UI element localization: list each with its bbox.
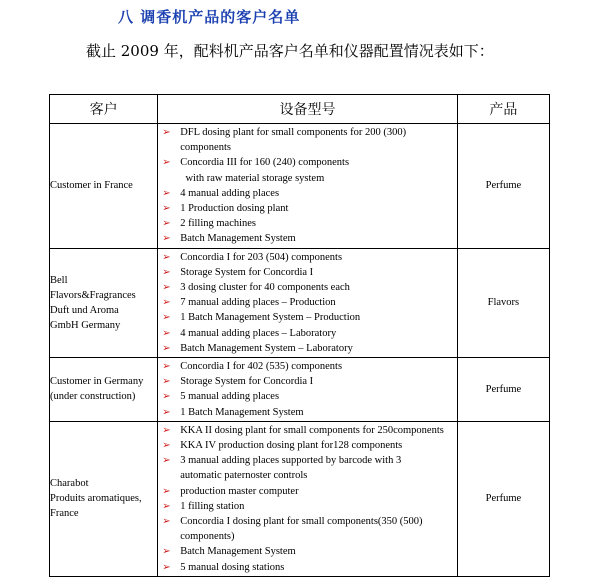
equipment-item-line: 7 manual adding places – Production — [180, 297, 336, 309]
table-row — [50, 248, 550, 357]
product-cell: Perfume — [457, 421, 549, 576]
equipment-item — [160, 453, 457, 483]
arrow-bullet-icon: ➢ — [162, 266, 171, 278]
equipment-cell — [158, 124, 458, 249]
equipment-list — [158, 124, 457, 248]
client-cell — [50, 124, 158, 249]
client-name-line: Produits aromatiques, — [50, 493, 142, 505]
equipment-item — [160, 341, 457, 356]
equipment-item — [160, 374, 457, 389]
table-row — [50, 358, 550, 422]
arrow-bullet-icon: ➢ — [162, 485, 171, 497]
table-row — [50, 421, 550, 576]
arrow-bullet-icon: ➢ — [162, 500, 171, 512]
equipment-item — [160, 280, 457, 295]
equipment-item-line: Batch Management System – Laboratory — [180, 342, 353, 354]
arrow-bullet-icon: ➢ — [162, 233, 171, 245]
equipment-item — [160, 389, 457, 404]
equipment-item-line: 5 manual dosing stations — [180, 561, 285, 573]
client-name-line: (under construction) — [50, 391, 136, 403]
equipment-item-line: components — [180, 142, 231, 154]
client-cell — [50, 358, 158, 422]
equipment-list — [158, 358, 457, 421]
equipment-item-line: DFL dosing plant for small components for 200 (300) — [180, 127, 407, 138]
arrow-bullet-icon: ➢ — [162, 561, 171, 573]
arrow-bullet-icon: ➢ — [162, 127, 171, 138]
client-name-line: Duft und Aroma — [50, 304, 119, 316]
equipment-item — [160, 186, 457, 201]
table-row — [50, 124, 550, 249]
equipment-item — [160, 231, 457, 246]
equipment-item — [160, 295, 457, 310]
equipment-item — [160, 405, 457, 420]
equipment-item-line: 3 dosing cluster for 40 components each — [180, 282, 350, 294]
table-header-row — [50, 95, 550, 124]
equipment-item-line: 4 manual adding places – Laboratory — [180, 327, 337, 339]
arrow-bullet-icon: ➢ — [162, 342, 171, 354]
equipment-item — [160, 216, 457, 231]
arrow-bullet-icon: ➢ — [162, 516, 171, 528]
product-cell: Perfume — [457, 358, 549, 422]
equipment-item-line: Concordia I for 402 (535) components — [180, 361, 343, 373]
arrow-bullet-icon: ➢ — [162, 455, 171, 467]
client-cell — [50, 248, 158, 357]
equipment-cell — [158, 421, 458, 576]
equipment-item-line: Concordia I dosing plant for small components(350 (500) — [180, 516, 423, 528]
header-equipment: 设备型号 — [158, 95, 458, 124]
equipment-item-line: 1 filling station — [180, 500, 245, 512]
equipment-item-line: 2 filling machines — [180, 218, 257, 230]
equipment-item-line: Storage System for Concordia I — [180, 376, 314, 388]
arrow-bullet-icon: ➢ — [162, 218, 171, 230]
arrow-bullet-icon: ➢ — [162, 440, 171, 452]
arrow-bullet-icon: ➢ — [162, 406, 171, 418]
equipment-item — [160, 560, 457, 575]
client-name-line: GmbH Germany — [50, 319, 121, 331]
equipment-item-line: Batch Management System — [180, 546, 296, 558]
client-name-line: Charabot — [50, 478, 89, 490]
equipment-cell — [158, 358, 458, 422]
header-product: 产品 — [457, 95, 549, 124]
equipment-item-line: KKA II dosing plant for small components for 250components — [180, 424, 444, 436]
table-body — [50, 124, 550, 577]
intro-text: 截止 2009 年，配料机产品客户名单和仪器配置情况表如下： — [86, 42, 494, 60]
arrow-bullet-icon: ➢ — [162, 157, 171, 169]
equipment-item — [160, 499, 457, 514]
header-client: 客户 — [50, 95, 158, 124]
arrow-bullet-icon: ➢ — [162, 424, 171, 436]
equipment-item — [160, 201, 457, 216]
equipment-item — [160, 125, 457, 155]
client-name-line: Bell — [50, 274, 68, 286]
equipment-item-line: 5 manual adding places — [180, 391, 280, 403]
arrow-bullet-icon: ➢ — [162, 391, 171, 403]
equipment-list — [158, 422, 457, 576]
product-cell: Flavors — [457, 248, 549, 357]
client-cell — [50, 421, 158, 576]
equipment-list — [158, 249, 457, 357]
arrow-bullet-icon: ➢ — [162, 187, 171, 199]
equipment-item-line: components) — [180, 531, 235, 543]
equipment-item — [160, 265, 457, 280]
arrow-bullet-icon: ➢ — [162, 361, 171, 373]
equipment-item — [160, 438, 457, 453]
equipment-item — [160, 250, 457, 265]
arrow-bullet-icon: ➢ — [162, 251, 171, 263]
equipment-item-line: automatic paternoster controls — [180, 470, 308, 482]
arrow-bullet-icon: ➢ — [162, 327, 171, 339]
equipment-item — [160, 155, 457, 185]
equipment-item — [160, 484, 457, 499]
client-name-line: Customer in Germany — [50, 376, 144, 388]
equipment-item-line: Concordia III for 160 (240) components — [180, 157, 350, 169]
equipment-item-line: 1 Batch Management System — [180, 406, 304, 418]
arrow-bullet-icon: ➢ — [162, 203, 171, 215]
arrow-bullet-icon: ➢ — [162, 376, 171, 388]
equipment-item — [160, 359, 457, 374]
equipment-item-line: Storage System for Concordia I — [180, 266, 314, 278]
client-name-line: Customer in France — [50, 180, 133, 192]
client-name-line: Flavors&Fragrances — [50, 289, 136, 301]
arrow-bullet-icon: ➢ — [162, 546, 171, 558]
client-table — [49, 94, 550, 577]
arrow-bullet-icon: ➢ — [162, 297, 171, 309]
equipment-item-line: 1 Production dosing plant — [180, 203, 289, 215]
equipment-item-line: KKA IV production dosing plant for128 components — [180, 440, 403, 452]
section-heading: 八 调香机产品的客户名单 — [118, 8, 301, 26]
equipment-item — [160, 326, 457, 341]
equipment-item — [160, 310, 457, 325]
equipment-item-line: production master computer — [180, 485, 299, 497]
equipment-item — [160, 544, 457, 559]
arrow-bullet-icon: ➢ — [162, 312, 171, 324]
equipment-item-line: Batch Management System — [180, 233, 296, 245]
equipment-item-line: Concordia I for 203 (504) components — [180, 251, 343, 263]
product-cell: Perfume — [457, 124, 549, 249]
equipment-item-line: 4 manual adding places — [180, 187, 280, 199]
equipment-item-line: with raw material storage system — [180, 172, 325, 184]
equipment-item — [160, 514, 457, 544]
equipment-item-line: 1 Batch Management System – Production — [180, 312, 361, 324]
equipment-cell — [158, 248, 458, 357]
arrow-bullet-icon: ➢ — [162, 282, 171, 294]
equipment-item — [160, 423, 457, 438]
client-name-line: France — [50, 508, 79, 520]
equipment-item-line: 3 manual adding places supported by barcode with 3 — [180, 455, 402, 467]
